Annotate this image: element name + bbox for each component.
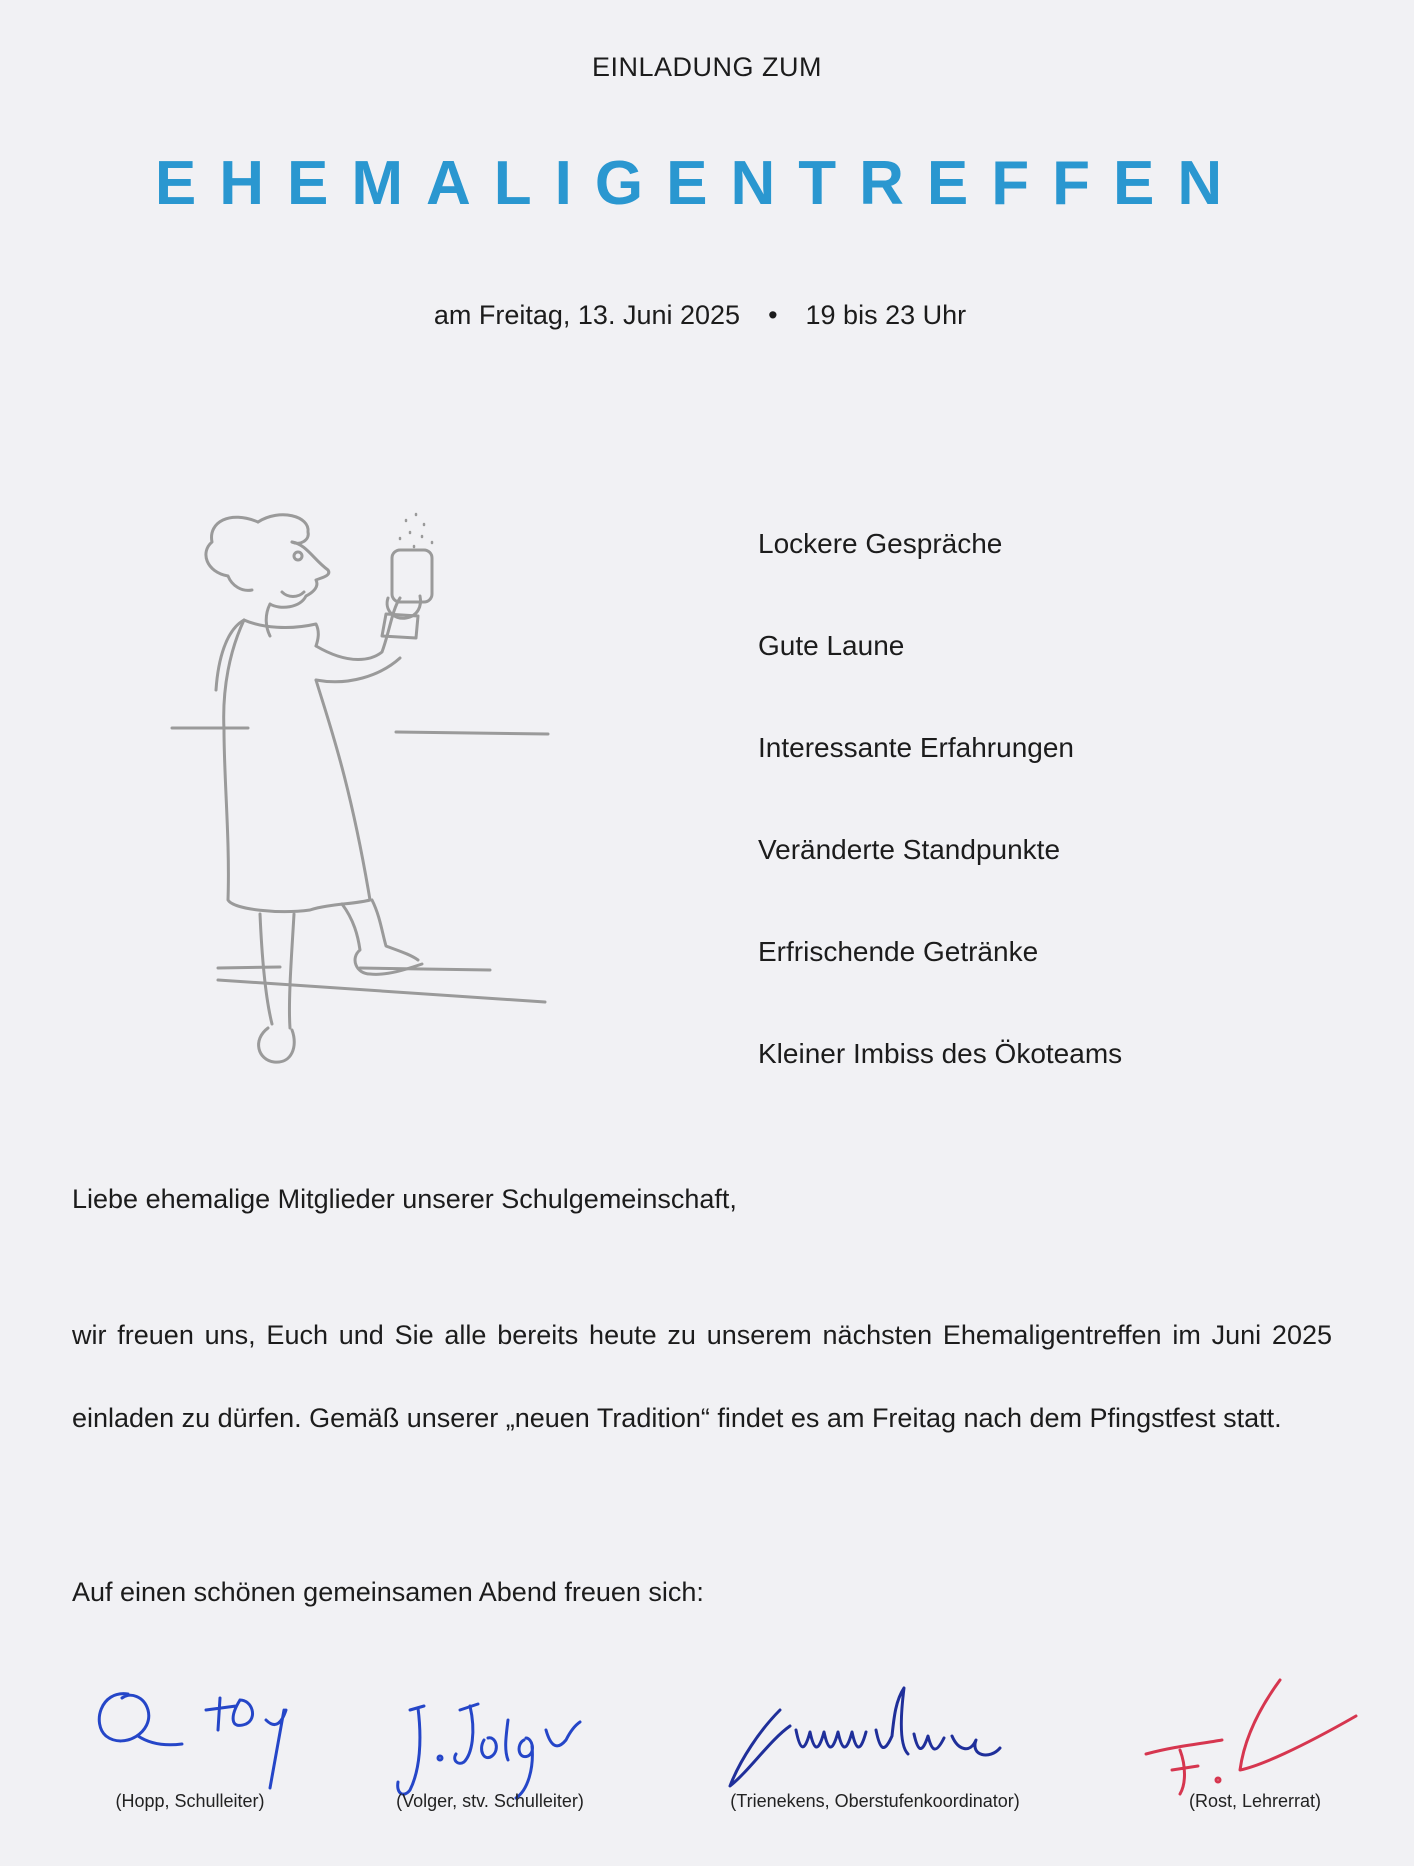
coat-right	[316, 680, 370, 900]
feature-item: Lockere Gespräche	[758, 528, 1003, 559]
letter-body: wir freuen uns, Euch und Sie alle bereits heute zu unserem nächsten Ehemaligentreffen im Juni 2025 einladen zu dürfen. Gemäß unserer „neuen Tradition“ findet es am Freitag nach dem Pfingstfest statt.	[72, 1320, 1332, 1433]
collar	[244, 620, 318, 646]
signature-volger	[360, 1670, 620, 1830]
face	[266, 542, 329, 636]
feature-item: Interessante Erfahrungen	[758, 732, 1074, 763]
leg-back-2	[289, 914, 294, 1028]
pencil-drawing-illustration	[160, 480, 560, 1090]
feature-item: Kleiner Imbiss des Ökoteams	[758, 1038, 1123, 1069]
coat-left	[224, 620, 370, 912]
foot-back	[259, 1028, 295, 1062]
signature-caption: (Trienekens, Oberstufenkoordinator)	[730, 1791, 1020, 1811]
date-line	[0, 300, 1400, 331]
eye	[294, 552, 302, 560]
smile	[282, 592, 304, 597]
signature-caption: (Rost, Lehrerrat)	[1188, 1791, 1322, 1811]
arm-inner	[316, 658, 400, 682]
signature-trienekens	[700, 1670, 1050, 1830]
signature-caption: (Hopp, Schulleiter)	[115, 1791, 265, 1811]
glass-bubbles	[400, 514, 432, 547]
signature-caption: (Volger, stv. Schulleiter)	[396, 1791, 584, 1811]
feature-item: Gute Laune	[758, 630, 905, 661]
pre-title: EINLADUNG ZUM	[591, 52, 822, 82]
event-time: 19 bis 23 Uhr	[805, 300, 967, 330]
signature-block	[0, 1670, 1414, 1850]
letter-closing: Auf einen schönen gemeinsamen Abend freuen sich:	[72, 1577, 704, 1607]
signature-rost	[1130, 1670, 1380, 1830]
feature-list	[758, 522, 1122, 1134]
feature-item: Erfrischende Getränke	[758, 936, 1039, 967]
letter-greeting: Liebe ehemalige Mitglieder unserer Schulgemeinschaft,	[72, 1184, 737, 1214]
separator-bullet: •	[768, 300, 778, 330]
feature-item: Veränderte Standpunkte	[758, 834, 1061, 865]
hair-top	[258, 515, 308, 543]
page-title: EHEMALIGENTREFFEN	[154, 149, 1246, 218]
event-date: am Freitag, 13. Juni 2025	[433, 300, 741, 330]
leg-front-2	[372, 900, 418, 960]
footrest-line-upper	[218, 967, 490, 970]
leg-back	[260, 914, 272, 1024]
hair	[206, 517, 258, 590]
glass	[392, 550, 432, 602]
leg-front	[342, 904, 422, 974]
counter-line-upper	[172, 728, 548, 734]
signature-hopp	[70, 1670, 310, 1830]
